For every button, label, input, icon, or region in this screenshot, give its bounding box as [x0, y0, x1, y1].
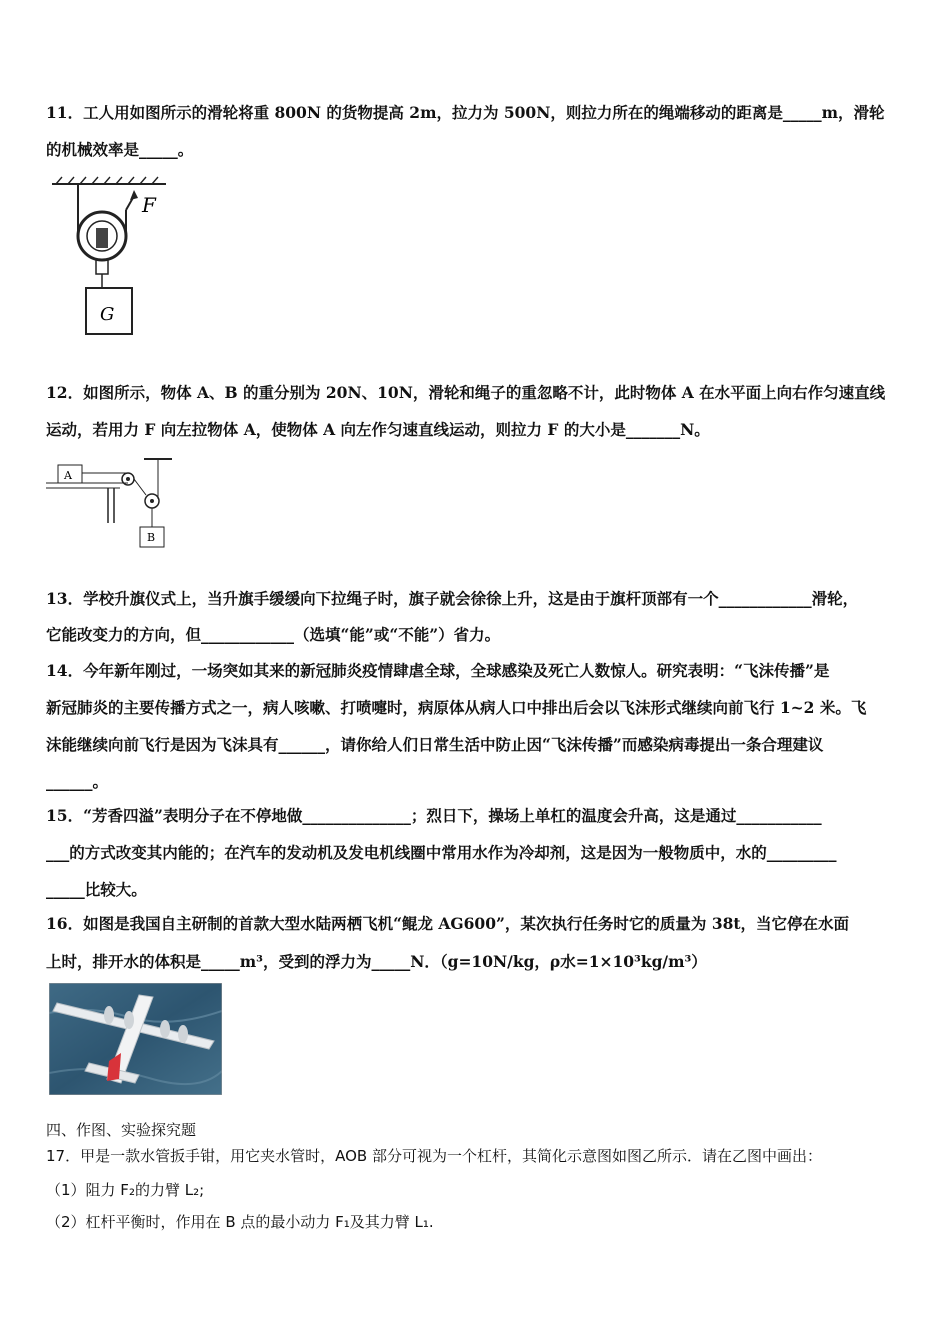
q12-block-b-label: B	[147, 531, 156, 544]
q17-line-3: （2）杠杆平衡时，作用在 B 点的最小动力 F₁及其力臂 L₁.	[46, 1213, 434, 1231]
q17-line-1: 17．甲是一款水管扳手钳，用它夹水管时，AOB 部分可视为一个杠杆，其简化示意图如图乙所示．请在乙图中画出：	[46, 1147, 822, 1165]
q11-line-1: 11．工人用如图所示的滑轮将重 800N 的货物提高 2m，拉力为 500N，则拉力所在的绳端移动的距离是_____m，滑轮	[46, 103, 885, 122]
q15-line-3: _____比较大。	[46, 880, 147, 899]
q13-line-2: 它能改变力的方向，但____________（选填“能”或“不能”）省力。	[46, 625, 501, 644]
section-4-heading: 四、作图、实验探究题	[46, 1121, 197, 1139]
q16-line-2: 上时，排开水的体积是_____m³，受到的浮力为_____N．（g=10N/kg，ρ水=1×10³kg/m³）	[46, 952, 707, 971]
q11-force-label: F	[142, 193, 156, 217]
q15-line-1: 15．“芳香四溢”表明分子在不停地做______________；烈日下，操场上单杠的温度会升高，这是通过___________	[46, 806, 822, 825]
q11-pulley-figure	[48, 176, 178, 342]
q12-block-a-label: A	[64, 469, 72, 482]
q14-line-3: 沫能继续向前飞行是因为飞沫具有______，请你给人们日常生活中防止因“飞沫传播”而感染病毒提出一条合理建议	[46, 735, 824, 754]
q13-line-1: 13．学校升旗仪式上，当升旗手缓缓向下拉绳子时，旗子就会徐徐上升，这是由于旗杆顶部有一个____________滑轮，	[46, 589, 859, 608]
q12-line-2: 运动，若用力 F 向左拉物体 A，使物体 A 向左作匀速直线运动，则拉力 F 的大小是_______N。	[46, 420, 710, 439]
q12-line-1: 12．如图所示，物体 A、B 的重分别为 20N、10N，滑轮和绳子的重忽略不计，此时物体 A 在水平面上向右作匀速直线	[46, 383, 886, 402]
q12-pulley-figure	[46, 455, 176, 555]
q14-line-4: ______。	[46, 772, 109, 791]
q11-line-2: 的机械效率是_____。	[46, 140, 194, 159]
q16-seaplane-photo	[49, 983, 222, 1095]
q14-line-1: 14．今年新年刚过，一场突如其来的新冠肺炎疫情肆虐全球，全球感染及死亡人数惊人。研究表明：“飞沫传播”是	[46, 661, 830, 680]
q16-line-1: 16．如图是我国自主研制的首款大型水陆两栖飞机“鲲龙 AG600”，某次执行任务时它的质量为 38t，当它停在水面	[46, 914, 850, 933]
q11-weight-label: G	[100, 304, 115, 325]
q14-line-2: 新冠肺炎的主要传播方式之一，病人咳嗽、打喷嚏时，病原体从病人口中排出后会以飞沫形式继续向前飞行 1~2 米。飞	[46, 698, 867, 717]
q15-line-2: ___的方式改变其内能的；在汽车的发动机及发电机线圈中常用水作为冷却剂，这是因为一般物质中，水的_________	[46, 843, 837, 862]
q17-line-2: （1）阻力 F₂的力臂 L₂;	[46, 1181, 205, 1199]
